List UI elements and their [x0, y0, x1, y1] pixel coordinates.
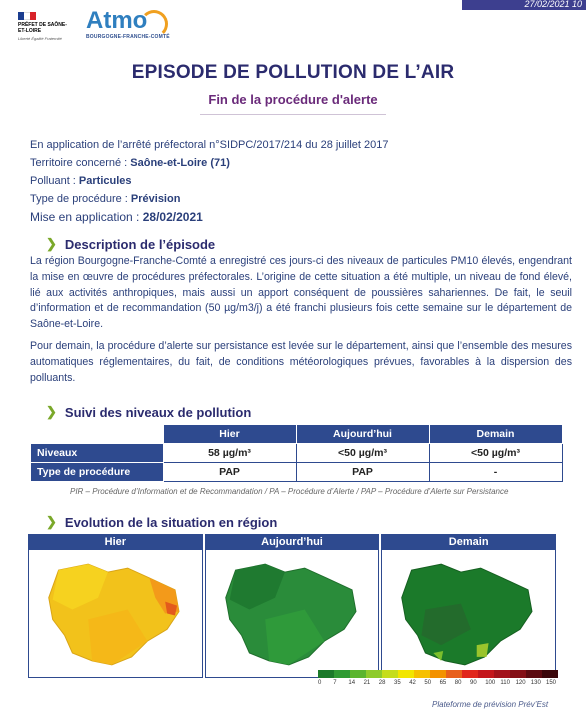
- map-header-hier: Hier: [29, 535, 202, 550]
- scale-tick-label: 14: [348, 680, 356, 686]
- scale-swatch: [446, 670, 462, 678]
- territoire-label: Territoire concerné :: [30, 157, 131, 169]
- atmo-ring-icon: [140, 10, 168, 38]
- description-heading: Description de l’épisode: [64, 236, 216, 252]
- evolution-heading: Evolution de la situation en région: [64, 514, 278, 530]
- map-panel-aujourdhui: [205, 534, 380, 678]
- scale-tick-label: 7: [333, 680, 337, 686]
- divider: [200, 114, 386, 115]
- polluant-line: [30, 172, 388, 190]
- scale-ticks: [318, 678, 558, 696]
- faint-watermark: [484, 152, 576, 214]
- cell-procedure-demain: -: [429, 463, 562, 482]
- section-suivi: [46, 404, 251, 420]
- row-header-niveaux: Niveaux: [31, 444, 164, 463]
- levels-table: [30, 424, 563, 482]
- scale-tick-label: 120: [515, 680, 526, 686]
- scale-swatch: [398, 670, 414, 678]
- cell-procedure-hier: PAP: [163, 463, 296, 482]
- section-description: [46, 236, 215, 252]
- col-header-aujourdhui: Aujourd’hui: [296, 425, 429, 444]
- scale-tick-label: 0: [318, 680, 322, 686]
- scale-swatch: [526, 670, 542, 678]
- procedure-legend: PIR – Procédure d’Information et de Recommandation / PA – Procédure d’Alerte / PAP – Procédure d’Alerte sur Persistance: [70, 487, 509, 496]
- table-row: [31, 463, 563, 482]
- scale-tick-label: 90: [470, 680, 477, 686]
- mise-line: [30, 208, 388, 226]
- atmo-subtitle: BOURGOGNE-FRANCHE-COMTÉ: [86, 34, 170, 40]
- atmo-word: Atmo: [86, 7, 148, 34]
- scale-tick-label: 110: [500, 680, 510, 686]
- procedure-label: Type de procédure :: [30, 193, 131, 205]
- date-banner: 27/02/2021 10: [462, 0, 586, 10]
- scale-tick-label: 80: [454, 680, 462, 686]
- region-map-demain: [382, 550, 555, 677]
- table-row: [31, 444, 563, 463]
- map-header-demain: Demain: [382, 535, 555, 550]
- procedure-line: [30, 190, 388, 208]
- scale-swatch: [334, 670, 350, 678]
- scale-swatch: [478, 670, 494, 678]
- page-subtitle: Fin de la procédure d'alerte: [208, 92, 378, 107]
- scale-swatch: [494, 670, 510, 678]
- section-evolution: [46, 514, 277, 530]
- cell-niveau-demain: <50 µg/m³: [429, 444, 562, 463]
- scale-tick-label: 150: [546, 680, 557, 686]
- scale-tick-label: 28: [378, 680, 386, 686]
- scale-tick-label: 130: [530, 680, 541, 686]
- scale-tick-label: 21: [363, 680, 371, 686]
- region-map-aujourdhui: [206, 550, 379, 677]
- description-paragraph-2: Pour demain, la procédure d’alerte sur persistance est levée sur le département, ainsi que l’ensemble des mesures automatiques réglementaires, du fait, de conditions météorologiques prévues, favorables à la dispersion des polluants.: [30, 340, 572, 384]
- description-paragraph-1: La région Bourgogne-Franche-Comté a enregistré ces jours-ci des niveaux de particules PM10 élevés, engendrant la mise en œuvre de procédures préfectorales. L’origine de cette situation a été multiple, un niveau de fond élevé, lié aux activités anthropiques, mais aussi un apport conséquent de poussières sahariennes. De fait, le seuil d’information et de recommandation (50 µg/m3/j) a été franchi plusieurs fois cette semaine sur le département de Saône-et-Loire.: [30, 255, 572, 331]
- col-header-hier: Hier: [163, 425, 296, 444]
- page-title: EPISODE DE POLLUTION DE L’AIR: [131, 62, 455, 83]
- maps-row: [28, 534, 556, 678]
- scale-swatch: [366, 670, 382, 678]
- chevron-right-icon: ❯: [46, 404, 57, 419]
- platform-credit: Plateforme de prévision Prév’Est: [432, 700, 549, 709]
- info-block: [30, 136, 388, 226]
- territoire-line: [30, 154, 388, 172]
- scale-tick-label: 35: [394, 680, 401, 686]
- mise-value: 28/02/2021: [142, 210, 203, 224]
- prefet-name: PRÉFET DE SAÔNE-ET-LOIRE: [18, 22, 67, 34]
- scale-swatch: [382, 670, 398, 678]
- scale-swatch: [430, 670, 446, 678]
- map-header-aujourdhui: Aujourd’hui: [206, 535, 379, 550]
- col-header-demain: Demain: [429, 425, 562, 444]
- prefet-logo: [18, 12, 70, 41]
- scale-swatch: [350, 670, 366, 678]
- cell-niveau-aujourdhui: <50 µg/m³: [296, 444, 429, 463]
- scale-swatch: [542, 670, 558, 678]
- map-panel-hier: [28, 534, 203, 678]
- scale-tick-label: 100: [485, 680, 496, 686]
- arrete-line: En application de l’arrêté préfectoral n°SIDPC/2017/214 du 28 juillet 2017: [30, 139, 389, 151]
- french-flag-icon: [18, 12, 36, 20]
- concentration-scale: [318, 670, 558, 696]
- cell-procedure-aujourdhui: PAP: [296, 463, 429, 482]
- scale-swatch: [462, 670, 478, 678]
- mise-label: Mise en application :: [30, 210, 143, 224]
- polluant-value: Particules: [78, 175, 132, 187]
- row-header-procedure: Type de procédure: [31, 463, 164, 482]
- scale-tick-label: 65: [439, 680, 447, 686]
- prefet-motto: Liberté Égalité Fraternité: [18, 36, 62, 41]
- table-corner: [31, 425, 164, 444]
- scale-tick-label: 42: [409, 680, 416, 686]
- chevron-right-icon: ❯: [46, 236, 57, 251]
- scale-color-bar: [318, 670, 558, 678]
- scale-swatch: [510, 670, 526, 678]
- chevron-right-icon: ❯: [46, 514, 57, 529]
- scale-tick-label: 50: [424, 680, 432, 686]
- polluant-label: Polluant :: [30, 175, 79, 187]
- map-panel-demain: [381, 534, 556, 678]
- scale-swatch: [414, 670, 430, 678]
- region-map-hier: [29, 550, 202, 677]
- territoire-value: Saône-et-Loire (71): [130, 157, 230, 169]
- procedure-value: Prévision: [130, 193, 181, 205]
- cell-niveau-hier: 58 µg/m³: [163, 444, 296, 463]
- atmo-logo: [86, 8, 176, 42]
- scale-swatch: [318, 670, 334, 678]
- suivi-heading: Suivi des niveaux de pollution: [64, 404, 252, 420]
